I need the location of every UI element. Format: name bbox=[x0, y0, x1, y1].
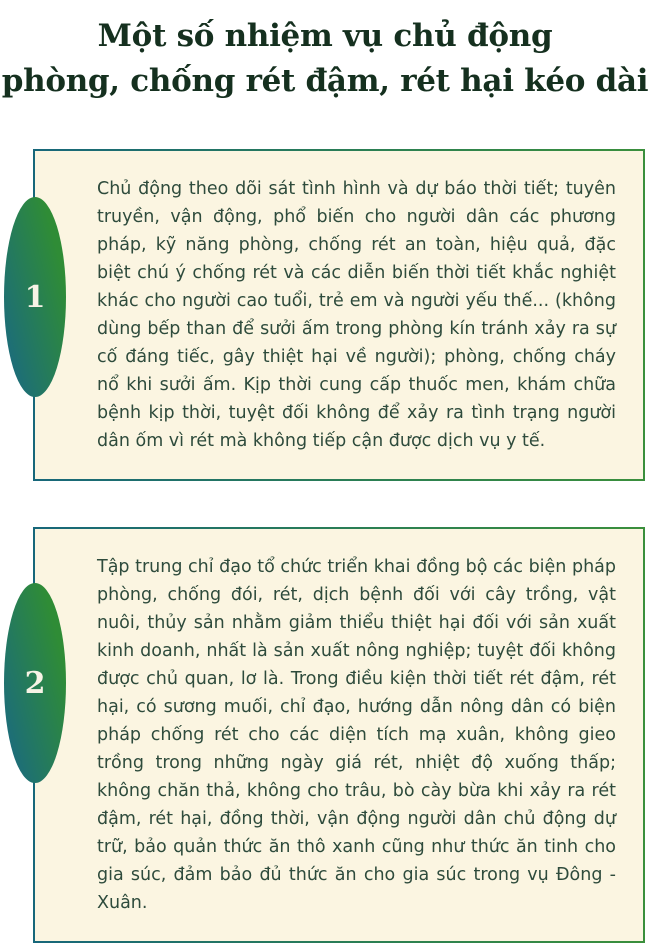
task-section-1 bbox=[24, 149, 645, 481]
page-title bbox=[0, 0, 650, 104]
section-number-badge bbox=[4, 583, 66, 783]
page-title-line-1: Một số nhiệm vụ chủ động bbox=[97, 18, 553, 54]
section-body-text: Chủ động theo dõi sát tình hình và dự báo thời tiết; tuyên truyền, vận động, phổ biến cho người dân các phương pháp, kỹ năng phòng, chống rét an toàn, hiệu quả, đặc biệt chú ý chống rét và các diễn biến thời tiết khắc nghiệt khác cho người cao tuổi, trẻ em và người yếu thế... (không dùng bếp than để sưởi ấm trong phòng kín tránh xảy ra sự cố đáng tiếc, gây thiệt hại về người); phòng, chống cháy nổ khi sưởi ấm. Kịp thời cung cấp thuốc men, khám chữa bệnh kịp thời, tuyệt đối không để xảy ra tình trạng người dân ốm vì rét mà không tiếp cận được dịch vụ y tế. bbox=[97, 179, 616, 451]
section-number-label: 1 bbox=[24, 279, 46, 315]
page-title-line-2: phòng, chống rét đậm, rét hại kéo dài bbox=[1, 63, 649, 99]
task-section-2 bbox=[24, 527, 645, 943]
section-body-text: Tập trung chỉ đạo tổ chức triển khai đồng bộ các biện pháp phòng, chống đói, rét, dịch bệnh đối với cây trồng, vật nuôi, thủy sản nhằm giảm thiểu thiệt hại đối với sản xuất kinh doanh, nhất là sản xuất nông nghiệp; tuyệt đối không được chủ quan, lơ là. Trong điều kiện thời tiết rét đậm, rét hại, có sương muối, chỉ đạo, hướng dẫn nông dân có biện pháp chống rét cho các diện tích mạ xuân, không gieo trồng trong những ngày giá rét, nhiệt độ xuống thấp; không chăn thả, không cho trâu, bò cày bừa khi xảy ra rét đậm, rét hại, đồng thời, vận động người dân chủ động dự trữ, bảo quản thức ăn thô xanh cũng như thức ăn tinh cho gia súc, đảm bảo đủ thức ăn cho gia súc trong vụ Đông - Xuân. bbox=[97, 557, 616, 913]
section-number-label: 2 bbox=[24, 665, 46, 701]
section-number-badge bbox=[4, 197, 66, 397]
